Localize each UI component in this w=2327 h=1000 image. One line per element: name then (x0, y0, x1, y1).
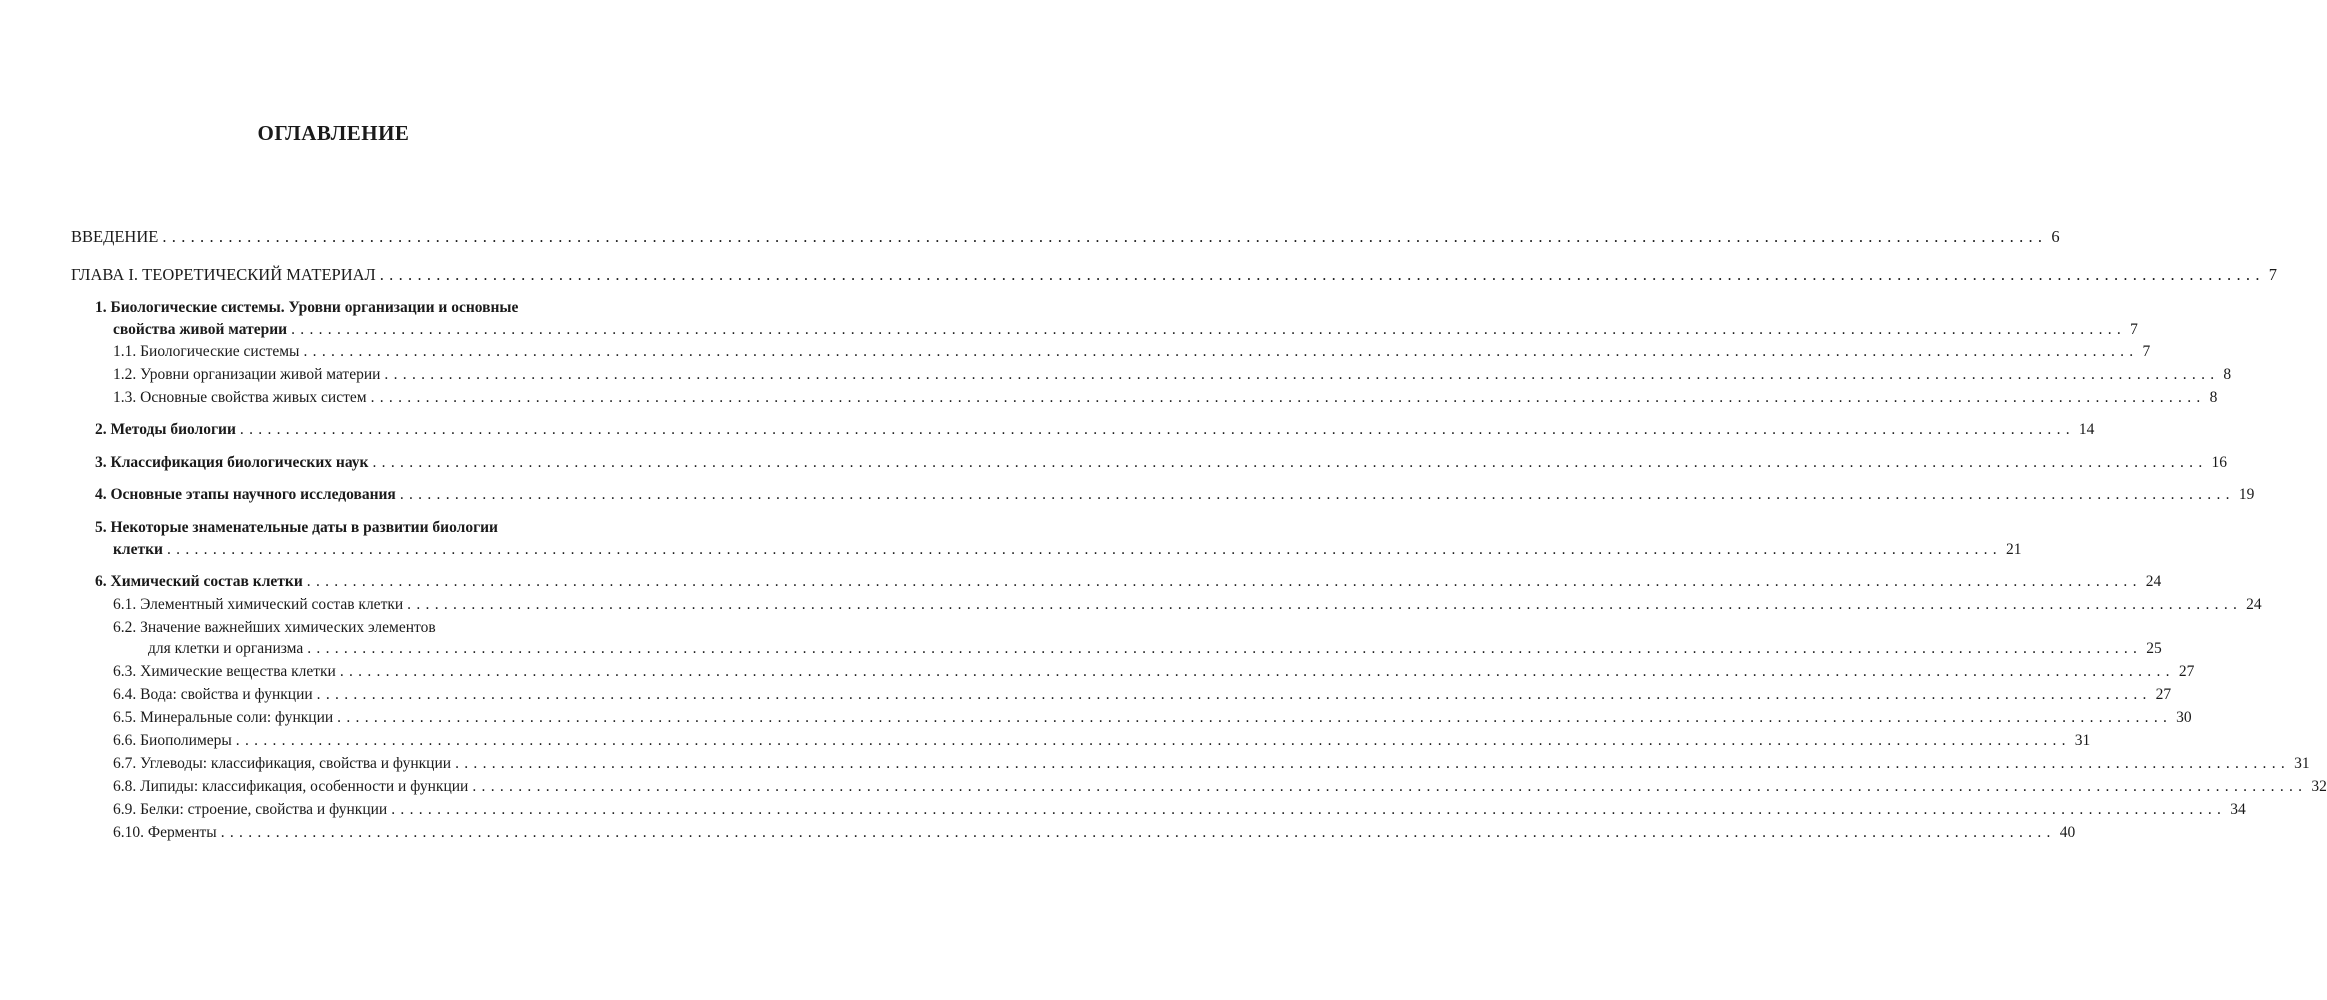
leader-dots: ........................................................................................................................................................................................................ (399, 486, 2235, 503)
toc-entry-first-line: 6.2. Значение важнейших химических элементов (113, 619, 436, 636)
leader-dots: ........................................................................................................................................................................................................ (370, 389, 2206, 406)
toc-entry-6-5[interactable] (113, 707, 2192, 729)
leader-dots: ........................................................................................................................................................................................................ (316, 686, 2152, 703)
toc-entry-label: 6.9. Белки: строение, свойства и функции (113, 801, 388, 818)
toc-page-number: 8 (2223, 366, 2232, 383)
toc-entry-label: 1.2. Уровни организации живой материи (113, 366, 381, 383)
leader-dots: ........................................................................................................................................................................................................ (162, 227, 2048, 246)
toc-entry-6-2[interactable] (148, 638, 2162, 660)
toc-entry-label: клетки (113, 541, 163, 558)
toc-entry-first-line: 1. Биологические системы. Уровни организации и основные (95, 299, 519, 316)
leader-dots: ........................................................................................................................................................................................................ (220, 824, 2056, 841)
toc-entry-label: 6.6. Биополимеры (113, 732, 232, 749)
toc-entry-section-3[interactable] (95, 452, 2227, 474)
toc-page-number: 40 (2059, 824, 2076, 841)
toc-entry-label: 6.8. Липиды: классификация, особенности и функции (113, 778, 469, 795)
toc-entry-label: ВВЕДЕНИЕ (71, 227, 159, 246)
toc-entry-6-3[interactable] (113, 661, 2195, 683)
leader-dots: ........................................................................................................................................................................................................ (337, 709, 2173, 726)
toc-entry-label: 4. Основные этапы научного исследования (95, 486, 396, 503)
toc-entry-6-10[interactable] (113, 822, 2076, 844)
toc-entry-1-1[interactable] (113, 341, 2151, 363)
toc-entry-6-4[interactable] (113, 684, 2172, 706)
toc-page-number: 32 (2311, 778, 2327, 795)
toc-entry-label: 2. Методы биологии (95, 421, 236, 438)
leader-dots: ........................................................................................................................................................................................................ (407, 596, 2243, 613)
toc-entry-6-1[interactable] (113, 594, 2262, 616)
leader-dots: ........................................................................................................................................................................................................ (235, 732, 2071, 749)
toc-entry-label: 1.3. Основные свойства живых систем (113, 389, 367, 406)
toc-entry-1-2[interactable] (113, 364, 2232, 386)
toc-entry-label: 6.5. Минеральные соли: функции (113, 709, 334, 726)
toc-page-number: 24 (2246, 596, 2262, 613)
leader-dots: ........................................................................................................................................................................................................ (472, 778, 2308, 795)
leader-dots: ........................................................................................................................................................................................................ (291, 321, 2127, 338)
toc-entry-6-8[interactable] (113, 776, 2327, 798)
leader-dots: ........................................................................................................................................................................................................ (339, 663, 2175, 680)
toc-page-number: 8 (2209, 389, 2218, 406)
toc-entry-label: 1.1. Биологические системы (113, 343, 300, 360)
toc-page-number: 6 (2051, 227, 2060, 246)
leader-dots: ........................................................................................................................................................................................................ (391, 801, 2227, 818)
toc-page-number: 21 (2005, 541, 2022, 558)
toc-entry-introduction[interactable] (71, 226, 2060, 248)
toc-entry-label: 3. Классификация биологических наук (95, 454, 369, 471)
toc-entry-6-7[interactable] (113, 753, 2310, 775)
toc-page-number: 30 (2176, 709, 2192, 726)
toc-entry-section-4[interactable] (95, 484, 2255, 506)
toc-entry-section-2[interactable] (95, 419, 2095, 441)
toc-entry-1-3[interactable] (113, 387, 2218, 409)
toc-page-number: 14 (2078, 421, 2095, 438)
toc-page-number: 27 (2178, 663, 2195, 680)
toc-entry-first-line: 5. Некоторые знаменательные даты в развитии биологии (95, 519, 498, 536)
leader-dots: ........................................................................................................................................................................................................ (303, 343, 2139, 360)
leader-dots: ........................................................................................................................................................................................................ (306, 573, 2142, 590)
toc-entry-section-6[interactable] (95, 571, 2162, 593)
leader-dots: ........................................................................................................................................................................................................ (384, 366, 2220, 383)
leader-dots: ........................................................................................................................................................................................................ (372, 454, 2208, 471)
toc-entry-label: 6.7. Углеводы: классификация, свойства и функции (113, 755, 452, 772)
toc-entry-label: 6.10. Ферменты (113, 824, 217, 841)
toc-entry-label: для клетки и организма (148, 640, 304, 657)
toc-page-number: 31 (2294, 755, 2310, 772)
toc-entry-6-9[interactable] (113, 799, 2246, 821)
page-title: ОГЛАВЛЕНИЕ (257, 121, 410, 145)
leader-dots: ........................................................................................................................................................................................................ (166, 541, 2002, 558)
toc-page-number: 7 (2142, 343, 2151, 360)
leader-dots: ........................................................................................................................................................................................................ (307, 640, 2143, 657)
toc-entry-label: 6.4. Вода: свойства и функции (113, 686, 313, 703)
leader-dots: ........................................................................................................................................................................................................ (379, 265, 2265, 284)
toc-page-number: 27 (2155, 686, 2172, 703)
toc-entry-label: 6.1. Элементный химический состав клетки (113, 596, 404, 613)
toc-page-number: 7 (2130, 321, 2138, 338)
toc-entry-section-5[interactable] (113, 539, 2022, 561)
toc-page-number: 34 (2230, 801, 2246, 818)
leader-dots: ........................................................................................................................................................................................................ (239, 421, 2075, 438)
toc-entry-section-1[interactable] (113, 319, 2138, 341)
toc-page-number: 31 (2074, 732, 2091, 749)
toc-entry-chapter-1[interactable] (71, 264, 2277, 286)
toc-entry-label: 6. Химический состав клетки (95, 573, 303, 590)
leader-dots: ........................................................................................................................................................................................................ (455, 755, 2291, 772)
toc-entry-6-6[interactable] (113, 730, 2091, 752)
toc-page-number: 19 (2238, 486, 2255, 503)
toc-page-number: 25 (2146, 640, 2162, 657)
toc-page-number: 24 (2145, 573, 2162, 590)
toc-entry-label: 6.3. Химические вещества клетки (113, 663, 336, 680)
toc-page-number: 7 (2268, 265, 2277, 284)
toc-page-number: 16 (2211, 454, 2227, 471)
toc-entry-label: ГЛАВА I. ТЕОРЕТИЧЕСКИЙ МАТЕРИАЛ (71, 265, 376, 284)
toc-entry-label: свойства живой материи (113, 321, 288, 338)
